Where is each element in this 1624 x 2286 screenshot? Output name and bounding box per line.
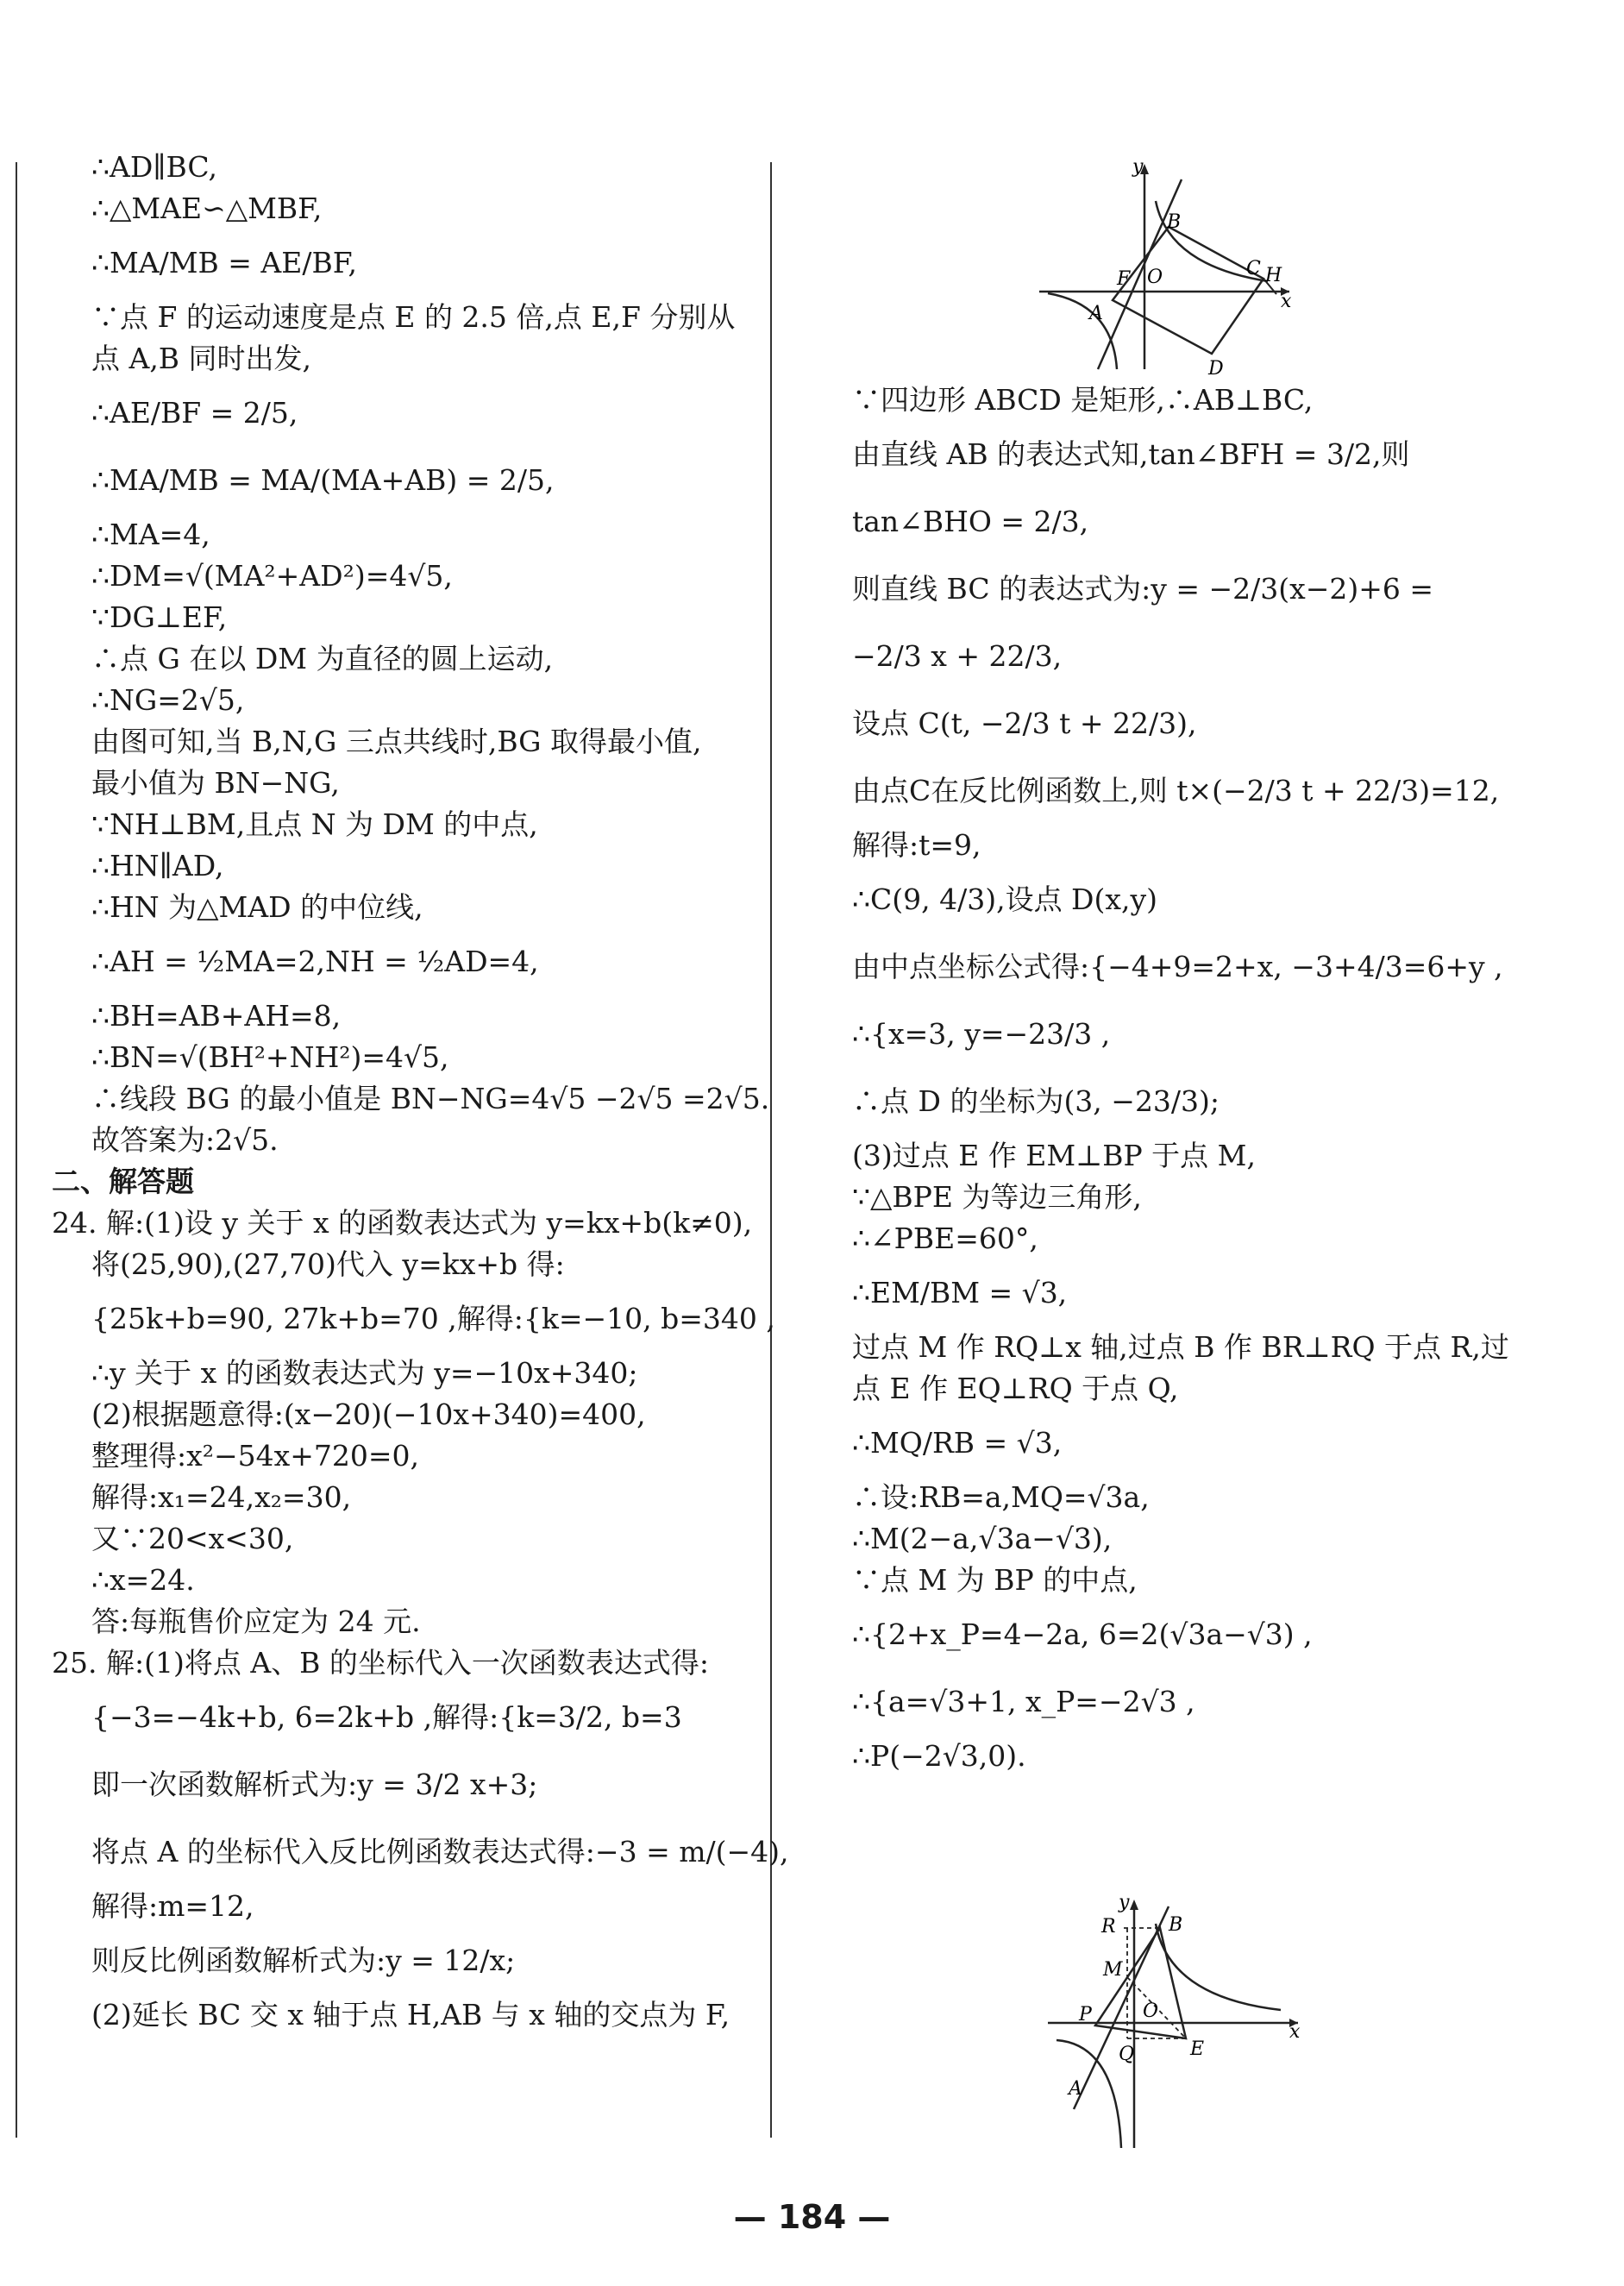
text-line: ∴点 D 的坐标为(3, −23/3); bbox=[852, 1084, 1220, 1118]
text-line: ∴BN=√(BH²+NH²)=4√5, bbox=[91, 1040, 449, 1074]
label-x: x bbox=[1289, 2021, 1301, 2043]
text-line: ∴P(−2√3,0). bbox=[852, 1739, 1026, 1773]
text-line: 最小值为 BN−NG, bbox=[91, 766, 340, 800]
label-a: A bbox=[1069, 2078, 1082, 2100]
right-column bbox=[852, 380, 1594, 1777]
text-line: 由直线 AB 的表达式知,tan∠BFH = 3/2,则 bbox=[852, 437, 1410, 471]
text-line: ∴x=24. bbox=[91, 1563, 195, 1597]
text-line: 点 E 作 EQ⊥RQ 于点 Q, bbox=[852, 1372, 1179, 1405]
text-line: ∴M(2−a,√3a−√3), bbox=[852, 1522, 1113, 1555]
text-line: 将(25,90),(27,70)代入 y=kx+b 得: bbox=[91, 1247, 565, 1281]
label-y: y bbox=[1119, 1892, 1130, 1913]
text-line: ∴MA=4, bbox=[91, 518, 210, 551]
line-ab bbox=[1098, 179, 1182, 369]
text-line: 设点 C(t, −2/3 t + 22/3), bbox=[852, 707, 1197, 740]
text-line: ∴MA/MB = AE/BF, bbox=[91, 246, 357, 279]
hyperbola-branch-2 bbox=[1048, 293, 1117, 369]
label-p: P bbox=[1079, 2004, 1092, 2025]
text-line: 则直线 BC 的表达式为:y = −2/3(x−2)+6 = bbox=[852, 572, 1434, 606]
text-line: ∴∠PBE=60°, bbox=[852, 1222, 1038, 1255]
label-m: M bbox=[1103, 1959, 1123, 1981]
text-line: ∴y 关于 x 的函数表达式为 y=−10x+340; bbox=[91, 1356, 638, 1390]
text-line: 解得:x₁=24,x₂=30, bbox=[91, 1480, 352, 1514]
equation-system: 由中点坐标公式得:{−4+9=2+x, −3+4/3=6+y , bbox=[852, 950, 1503, 983]
text-line: 点 A,B 同时出发, bbox=[91, 342, 312, 375]
hyperbola-branch-2 bbox=[1057, 2040, 1121, 2148]
label-y: y bbox=[1132, 156, 1144, 178]
text-line: ∴△MAE∽△MBF, bbox=[91, 192, 323, 225]
text-line: 故答案为:2√5. bbox=[91, 1123, 279, 1157]
left-column bbox=[52, 147, 789, 2036]
equation-system: {−3=−4k+b, 6=2k+b ,解得:{k=3/2, b=3 bbox=[91, 1700, 682, 1734]
page-number: — 184 — bbox=[733, 2198, 891, 2236]
label-q: Q bbox=[1119, 2044, 1135, 2065]
text-line: ∵点 M 为 BP 的中点, bbox=[852, 1563, 1138, 1597]
text-line: 由图可知,当 B,N,G 三点共线时,BG 取得最小值, bbox=[91, 725, 702, 758]
text-line: ∴AD∥BC, bbox=[91, 150, 217, 184]
text-line: tan∠BHO = 2/3, bbox=[852, 505, 1089, 538]
label-b: B bbox=[1167, 211, 1182, 233]
label-r: R bbox=[1101, 1916, 1116, 1937]
text-line: ∴EM/BM = √3, bbox=[852, 1276, 1068, 1309]
text-line: ∴HN 为△MAD 的中位线, bbox=[91, 890, 423, 924]
text-line: ∴HN∥AD, bbox=[91, 849, 224, 882]
text-line: 将点 A 的坐标代入反比例函数表达式得:−3 = m/(−4), bbox=[91, 1835, 789, 1868]
text-line: ∵DG⊥EF, bbox=[91, 600, 228, 634]
text-line: ∴MA/MB = MA/(MA+AB) = 2/5, bbox=[91, 463, 555, 497]
text-line: 过点 M 作 RQ⊥x 轴,过点 B 作 BR⊥RQ 于点 R,过 bbox=[852, 1330, 1509, 1364]
label-h: H bbox=[1265, 265, 1282, 286]
label-a: A bbox=[1089, 303, 1103, 324]
rectangle-abcd bbox=[1113, 227, 1263, 354]
left-margin-rule bbox=[16, 162, 17, 2138]
text-line: ∴MQ/RB = √3, bbox=[852, 1426, 1063, 1460]
text-line: (2)根据题意得:(x−20)(−10x+340)=400, bbox=[91, 1397, 646, 1431]
text-line: ∴BH=AB+AH=8, bbox=[91, 999, 342, 1033]
text-line: (2)延长 BC 交 x 轴于点 H,AB 与 x 轴的交点为 F, bbox=[91, 1998, 730, 2032]
label-f: F bbox=[1117, 268, 1131, 290]
equation-system: ∴{2+x_P=4−2a, 6=2(√3a−√3) , bbox=[852, 1617, 1313, 1651]
text-line: ∴线段 BG 的最小值是 BN−NG=4√5 −2√5 =2√5. bbox=[91, 1082, 770, 1115]
text-line: ∴C(9, 4/3),设点 D(x,y) bbox=[852, 882, 1158, 916]
question-25-start: 25. 解:(1)将点 A、B 的坐标代入一次函数表达式得: bbox=[52, 1646, 710, 1680]
text-line: ∴AE/BF = 2/5, bbox=[91, 396, 298, 430]
label-o: O bbox=[1147, 267, 1163, 288]
text-line: 解得:t=9, bbox=[852, 828, 981, 862]
text-line: 整理得:x²−54x+720=0, bbox=[91, 1439, 419, 1473]
equation-system: {25k+b=90, 27k+b=70 ,解得:{k=−10, b=340 , bbox=[91, 1302, 775, 1335]
text-line: ∴NG=2√5, bbox=[91, 683, 245, 717]
hyperbola-branch-1 bbox=[1156, 1924, 1281, 2010]
equation-system: ∴{x=3, y=−23/3 , bbox=[852, 1017, 1111, 1051]
text-line: 答:每瓶售价应定为 24 元. bbox=[91, 1605, 421, 1638]
text-line: ∴点 G 在以 DM 为直径的圆上运动, bbox=[91, 642, 554, 675]
text-line: 又∵20<x<30, bbox=[91, 1522, 294, 1555]
label-o: O bbox=[1143, 2000, 1159, 2022]
label-e: E bbox=[1190, 2038, 1205, 2060]
label-c: C bbox=[1246, 258, 1261, 279]
coordinate-figure-rectangle bbox=[1031, 154, 1307, 378]
question-24-start: 24. 解:(1)设 y 关于 x 的函数表达式为 y=kx+b(k≠0), bbox=[52, 1206, 753, 1240]
label-x: x bbox=[1281, 291, 1292, 312]
text-line: ∴设:RB=a,MQ=√3a, bbox=[852, 1480, 1150, 1514]
text-line: ∵点 F 的运动速度是点 E 的 2.5 倍,点 E,F 分别从 bbox=[91, 300, 736, 334]
text-line: ∴DM=√(MA²+AD²)=4√5, bbox=[91, 559, 453, 593]
text-line: 由点C在反比例函数上,则 t×(−2/3 t + 22/3)=12, bbox=[852, 774, 1500, 807]
y-axis-arrow bbox=[1130, 1900, 1138, 1910]
label-d: D bbox=[1208, 358, 1224, 378]
label-b: B bbox=[1169, 1914, 1183, 1936]
text-line: (3)过点 E 作 EM⊥BP 于点 M, bbox=[852, 1139, 1256, 1172]
equation-system: ∴{a=√3+1, x_P=−2√3 , bbox=[852, 1685, 1195, 1718]
text-line: 解得:m=12, bbox=[91, 1889, 254, 1923]
text-line: 即一次函数解析式为:y = 3/2 x+3; bbox=[91, 1768, 538, 1801]
text-line: ∵NH⊥BM,且点 N 为 DM 的中点, bbox=[91, 807, 538, 841]
text-line: −2/3 x + 22/3, bbox=[852, 639, 1063, 673]
text-line: 则反比例函数解析式为:y = 12/x; bbox=[91, 1944, 516, 1977]
coordinate-figure-triangle bbox=[1039, 1889, 1307, 2157]
section-heading: 二、解答题 bbox=[52, 1165, 194, 1198]
text-line: ∴AH = ½MA=2,NH = ½AD=4, bbox=[91, 945, 539, 978]
text-line: ∵△BPE 为等边三角形, bbox=[852, 1180, 1142, 1214]
text-line: ∵四边形 ABCD 是矩形,∴AB⊥BC, bbox=[852, 383, 1314, 417]
